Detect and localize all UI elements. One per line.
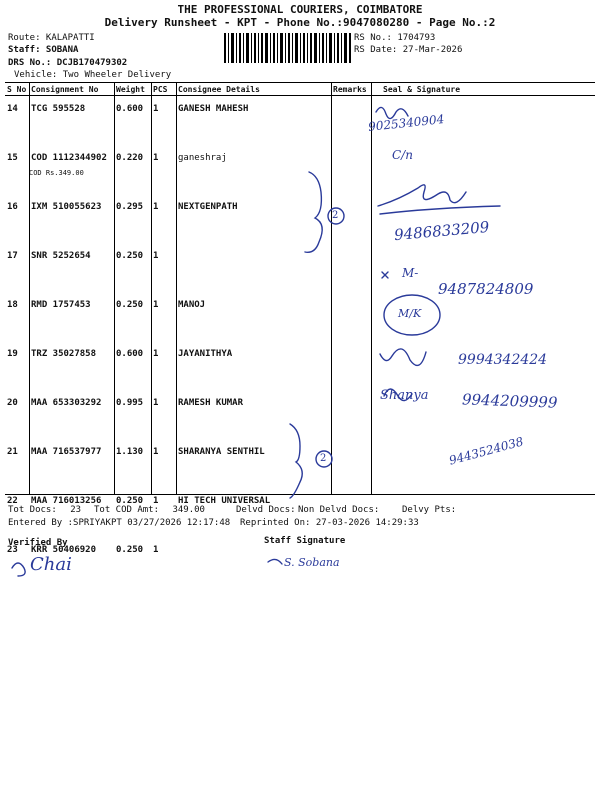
row16-signature-scribble: [378, 185, 466, 206]
row-consignee: MANOJ: [178, 300, 206, 310]
row-consignment: SNR 5252654: [31, 251, 91, 261]
total-docs: [8, 505, 81, 515]
row-sno: 14: [7, 104, 18, 114]
staff-signature-label: Staff Signature: [264, 536, 346, 546]
row-consignee: HI TECH UNIVERSAL: [178, 496, 271, 506]
col-pcs: PCS: [151, 83, 176, 96]
col-weight: Weight: [114, 83, 151, 96]
row16-underline: [380, 206, 500, 214]
vehicle-label: Vehicle: Two Wheeler Delivery: [14, 70, 172, 80]
row-consignment: KRR 50406920: [31, 545, 97, 555]
row-consignment: IXM 510055623: [31, 202, 102, 212]
row-consignee: NEXTGENPATH: [178, 202, 238, 212]
row-consignee: RAMESH KUMAR: [178, 398, 244, 408]
rs-number: RS No.: 1704793: [354, 33, 436, 43]
row-pcs: 1: [153, 104, 159, 114]
row18-name-mark: M-: [402, 266, 419, 280]
row-pcs: 1: [153, 153, 159, 163]
row23-circle-number: 2: [320, 453, 327, 464]
col-signature: Seal & Signature: [371, 83, 595, 96]
row-sno: 15: [7, 153, 18, 163]
row-consignee: ganeshraj: [178, 153, 227, 163]
row-sno: 17: [7, 251, 18, 261]
row21-signature: Shanya: [380, 388, 429, 403]
row-weight: 0.600: [116, 104, 144, 114]
total-cod-value: 349.00: [172, 505, 205, 515]
row-pcs: 1: [153, 202, 159, 212]
row-sno: 22: [7, 496, 18, 506]
verified-signature-scribble: [12, 563, 25, 576]
row20-phone: 9994342424: [458, 352, 548, 368]
row-sno: 21: [7, 447, 18, 457]
row-weight: 0.250: [116, 496, 144, 506]
row20-signature-scribble: [380, 349, 426, 366]
delivered-docs-label: Delvd Docs:: [236, 505, 296, 515]
row-consignment: TRZ 35027858: [31, 349, 97, 359]
row17-phone: 9486833209: [393, 217, 491, 245]
col-consignment: Consignment No: [29, 83, 114, 96]
runsheet-subtitle: Delivery Runsheet - KPT - Phone No.:9047080280 - Page No.:2: [104, 16, 496, 29]
reprinted-on: Reprinted On: 27-03-2026 14:29:33: [240, 518, 419, 528]
row17-bracket: [305, 172, 322, 252]
row-sno: 23: [7, 545, 18, 555]
row-weight: 0.250: [116, 545, 144, 555]
row-pcs: 1: [153, 349, 159, 359]
drs-label: DRS No.: DCJB170479302: [8, 58, 128, 68]
verified-by-label: Verified By: [8, 538, 68, 548]
row-pcs: 1: [153, 398, 159, 408]
row14-phone: 9025340904: [367, 112, 445, 134]
row-pcs: 1: [153, 447, 159, 457]
row-consignee: SHARANYA SENTHIL: [178, 447, 265, 457]
row-consignment-no: COD 1112344902: [31, 153, 107, 163]
cod-amount-note: COD Rs.349.00: [29, 169, 84, 177]
row-consignment: MAA 716537977: [31, 447, 102, 457]
row-sno: 16: [7, 202, 18, 212]
row18-phone: 9487824809: [438, 280, 534, 298]
row-pcs: 1: [153, 545, 159, 555]
row-sno: 19: [7, 349, 18, 359]
staff-signature-handwritten: S. Sobana: [284, 556, 340, 569]
row23-phone: 9443524038: [447, 434, 525, 468]
route-label: Route: KALAPATTI: [8, 33, 95, 43]
row-weight: 0.250: [116, 251, 144, 261]
entered-by: Entered By :SPRIYAKPT 03/27/2026 12:17:48: [8, 518, 231, 528]
row-weight: 0.600: [116, 349, 144, 359]
non-delivered-docs-label: Non Delvd Docs:: [298, 505, 380, 515]
total-cod: [94, 505, 205, 515]
row-weight: 0.295: [116, 202, 144, 212]
row18-star: [382, 272, 388, 278]
row-consignment: MAA 716013256: [31, 496, 102, 506]
company-title: THE PROFESSIONAL COURIERS, COIMBATORE: [177, 3, 423, 16]
row-pcs: 1: [153, 251, 159, 261]
delivery-points-label: Delvy Pts:: [402, 505, 457, 515]
row-weight: 0.220: [116, 153, 144, 163]
row19-seal-text: M/K: [398, 307, 422, 320]
col-consignee: Consignee Details: [176, 83, 331, 96]
row-weight: 0.995: [116, 398, 144, 408]
row-consignment: MAA 653303292: [31, 398, 102, 408]
verified-signature: Chai: [30, 554, 72, 575]
row15-mark: C/n: [392, 148, 413, 162]
row-weight: 1.130: [116, 447, 144, 457]
col-sno: S No: [5, 83, 29, 96]
rs-date: RS Date: 27-Mar-2026: [354, 45, 463, 55]
staff-signature-scribble: [268, 559, 282, 564]
row23-bracket: [290, 424, 302, 498]
total-docs-label: Tot Docs:: [8, 505, 57, 515]
row-consignment: RMD 1757453: [31, 300, 91, 310]
row-consignee: JAYANITHYA: [178, 349, 233, 359]
row17-circle-number: 2: [332, 210, 339, 221]
row21-phone: 9944209999: [461, 390, 558, 412]
row-sno: 20: [7, 398, 18, 408]
row-pcs: 1: [153, 496, 159, 506]
row-pcs: 1: [153, 300, 159, 310]
col-remarks: Remarks: [331, 83, 371, 96]
row-consignment: TCG 595528: [31, 104, 86, 114]
row-sno: 18: [7, 300, 18, 310]
total-cod-label: Tot COD Amt:: [94, 505, 160, 515]
row-weight: 0.250: [116, 300, 144, 310]
total-docs-value: 23: [70, 505, 82, 515]
row-consignee: GANESH MAHESH: [178, 104, 249, 114]
staff-label: Staff: SOBANA: [8, 45, 79, 55]
